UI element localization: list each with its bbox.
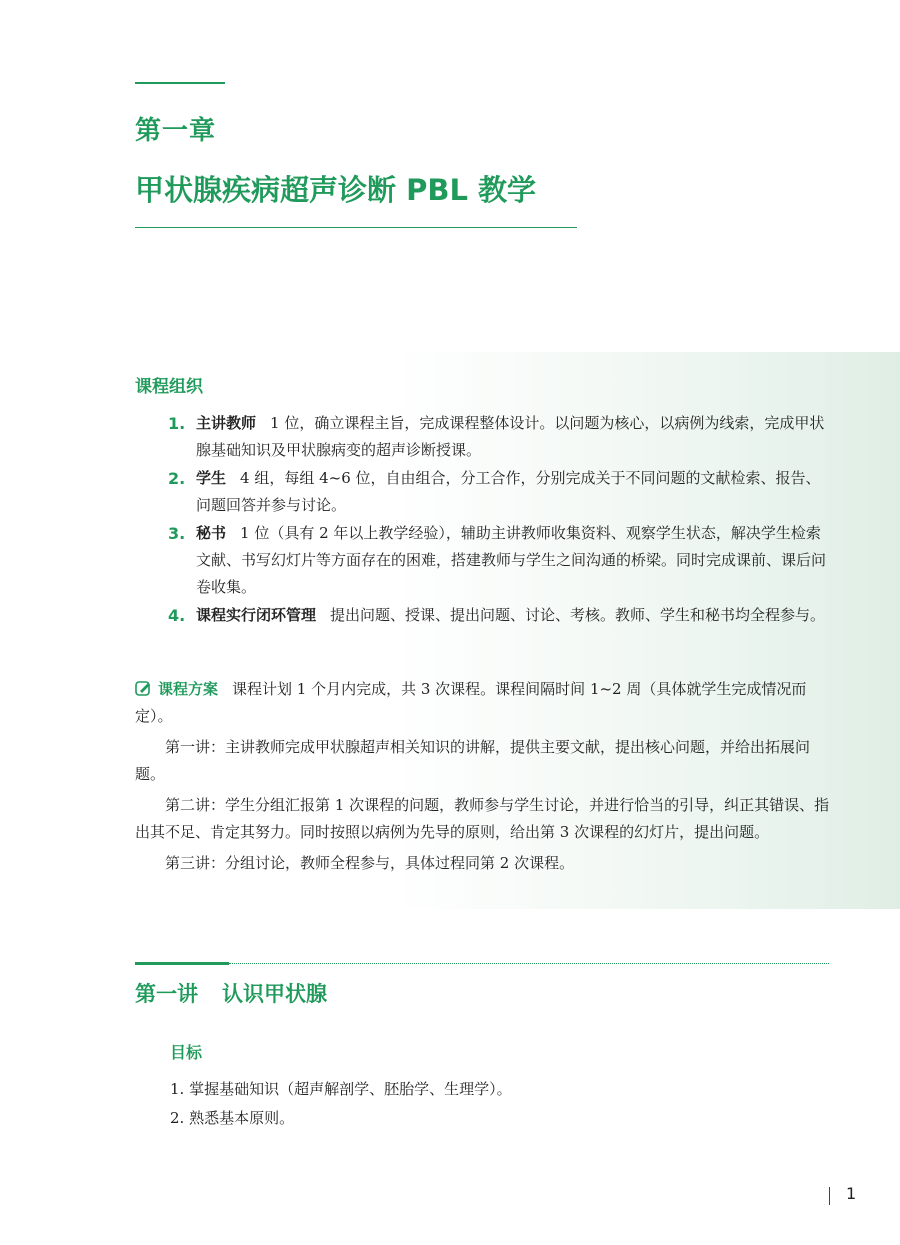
- list-item-text: 4 组，每组 4~6 位，自由组合，分工合作，分别完成关于不同问题的文献检索、报告、问题回答并参与讨论。: [196, 469, 821, 514]
- lecture-heading: [135, 978, 327, 1008]
- course-org-heading: 课程组织: [135, 377, 203, 397]
- list-item-term: 主讲教师: [196, 414, 257, 432]
- list-item-term: 学生: [196, 469, 227, 487]
- chapter-title: 甲状腺疾病超声诊断 PBL 教学: [135, 173, 537, 207]
- list-item-term: 课程实行闭环管理: [196, 606, 317, 624]
- list-item: [0, 520, 832, 601]
- list-item: 2. 熟悉基本原则。: [170, 1109, 295, 1127]
- edit-note-icon: [135, 678, 152, 694]
- list-item-number: 2.: [168, 469, 186, 488]
- list-item-number: 1.: [168, 414, 186, 433]
- list-item-text: 1 位，确立课程主旨，完成课程整体设计。以问题为核心，以病例为线索，完成甲状腺基础知识及甲状腺病变的超声诊断授课。: [196, 414, 825, 459]
- course-plan: [135, 676, 830, 881]
- lecture-description: 第二讲：学生分组汇报第 1 次课程的问题，教师参与学生讨论，并进行恰当的引导，纠正其错误、指出其不足、肯定其努力。同时按照以病例为先导的原则，给出第 3 次课程的幻灯片，提出问题。: [135, 796, 830, 841]
- list-item: [0, 602, 832, 629]
- lecture-description: 第一讲：主讲教师完成甲状腺超声相关知识的讲解，提供主要文献，提出核心问题，并给出拓展问题。: [135, 738, 811, 783]
- list-item-number: 4.: [168, 606, 186, 625]
- course-plan-intro-text: 课程计划 1 个月内完成，共 3 次课程。课程间隔时间 1~2 周（具体就学生完成情况而定）。: [135, 680, 807, 725]
- page-number: 1: [846, 1184, 857, 1203]
- goals-heading: 目标: [170, 1043, 203, 1062]
- chapter-top-rule: [135, 82, 225, 84]
- goals-list: [170, 1075, 512, 1133]
- list-item: 1. 掌握基础知识（超声解剖学、胚胎学、生理学）。: [170, 1080, 512, 1098]
- chapter-title-rule: [135, 227, 577, 228]
- lecture-description: 第三讲：分组讨论，教师全程参与，具体过程同第 2 次课程。: [165, 854, 575, 872]
- lecture-number: 第一讲: [135, 982, 198, 1006]
- list-item-text: 提出问题、授课、提出问题、讨论、考核。教师、学生和秘书均全程参与。: [330, 606, 826, 624]
- list-item-text: 1 位（具有 2 年以上教学经验），辅助主讲教师收集资料、观察学生状态，解决学生检索文献、书写幻灯片等方面存在的困难，搭建教师与学生之间沟通的桥梁。同时完成课前、课后问卷收集。: [196, 524, 827, 596]
- lecture-title: 认识甲状腺: [222, 982, 327, 1006]
- list-item-number: 3.: [168, 524, 186, 543]
- lecture-rule-dotted: [229, 963, 829, 964]
- page-number-separator: [829, 1187, 830, 1205]
- list-item: [0, 410, 832, 464]
- course-org-list: [0, 410, 900, 630]
- course-plan-heading: 课程方案: [158, 680, 219, 698]
- list-item: [0, 465, 832, 519]
- list-item-term: 秘书: [196, 524, 227, 542]
- course-plan-intro: [135, 676, 830, 730]
- chapter-label: 第一章: [135, 116, 217, 146]
- lecture-rule-accent: [135, 962, 229, 965]
